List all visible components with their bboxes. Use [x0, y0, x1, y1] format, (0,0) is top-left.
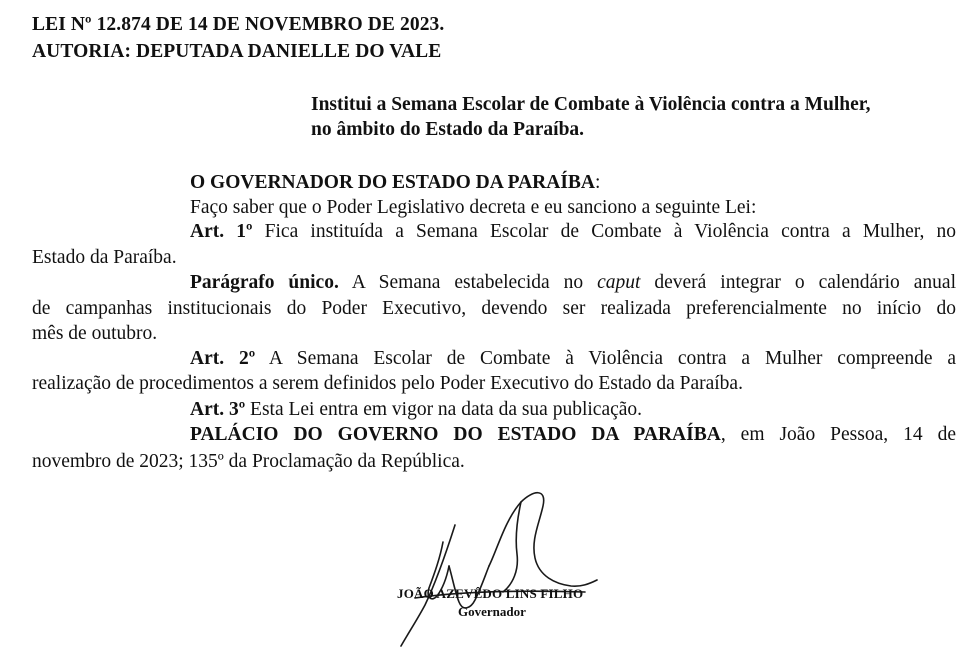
- art2-line-1: [32, 346, 956, 372]
- palace-line-2: novembro de 2023; 135º da Proclamação da República.: [32, 451, 465, 472]
- art3-label: Art. 3º: [190, 399, 246, 420]
- governor-heading-line: [190, 171, 600, 195]
- paragrafo-caput: caput: [597, 272, 641, 293]
- paragrafo-text-b: deverá integrar o calendário anual: [640, 272, 956, 293]
- paragrafo-line-2: de campanhas institucionais do Poder Executivo, devendo ser realizada preferencialmente no início do: [32, 298, 956, 319]
- law-authorship: AUTORIA: DEPUTADA DANIELLE DO VALE: [32, 41, 442, 62]
- paragrafo-label: Parágrafo único.: [190, 272, 339, 293]
- art2-label: Art. 2º: [190, 348, 256, 369]
- signatory-role: Governador: [458, 604, 526, 619]
- art1-line-1: [32, 219, 956, 245]
- art2-text: A Semana Escolar de Combate à Violência contra a Mulher compreende a: [255, 348, 956, 369]
- art2-line-2: realização de procedimentos a serem definidos pelo Poder Executivo do Estado da Paraíba.: [32, 373, 743, 394]
- art1-line-2: Estado da Paraíba.: [32, 247, 177, 268]
- art1-text: Fica instituída a Semana Escolar de Combate à Violência contra a Mulher, no: [252, 221, 957, 242]
- paragrafo-line-3: mês de outubro.: [32, 323, 158, 344]
- handwritten-signature: [385, 480, 625, 651]
- ementa-line-1: Institui a Semana Escolar de Combate à Violência contra a Mulher,: [311, 94, 871, 115]
- palace-text: , em João Pessoa, 14 de: [720, 424, 956, 445]
- palace-line-1: [32, 422, 956, 448]
- art3-line: [190, 398, 642, 422]
- sanction-statement: Faço saber que o Poder Legislativo decreta e eu sanciono a seguinte Lei:: [190, 197, 757, 218]
- governor-heading: O GOVERNADOR DO ESTADO DA PARAÍBA: [190, 172, 596, 193]
- art3-text: Esta Lei entra em vigor na data da sua publicação.: [245, 399, 643, 420]
- signature-stroke-right: [489, 493, 597, 586]
- paragrafo-text-a: A Semana estabelecida no: [338, 272, 598, 293]
- signatory-name: JOÃO AZEVÊDO LINS FILHO: [397, 586, 584, 601]
- paragrafo-line-1: [32, 270, 956, 296]
- law-title: LEI Nº 12.874 DE 14 DE NOVEMBRO DE 2023.: [32, 14, 445, 35]
- art1-label: Art. 1º: [190, 221, 253, 242]
- ementa-line-2: no âmbito do Estado da Paraíba.: [311, 119, 585, 140]
- governor-heading-colon: :: [595, 172, 601, 193]
- palace-label: PALÁCIO DO GOVERNO DO ESTADO DA PARAÍBA: [190, 424, 721, 445]
